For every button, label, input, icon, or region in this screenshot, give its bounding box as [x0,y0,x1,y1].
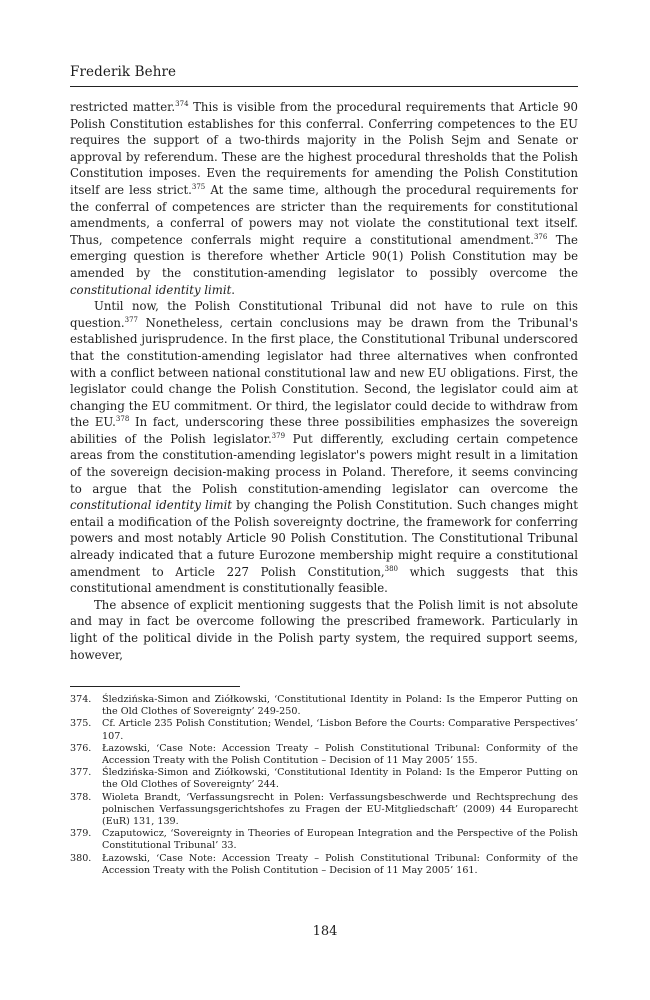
footnote-reference: 375 [191,182,206,191]
footnote-text: Cf. Article 235 Polish Constitution; Wendel, ‘Lisbon Before the Courts: Comparative Perspectives’ 107. [102,718,578,742]
footnotes [70,694,578,877]
footnote-reference: 377 [124,315,139,324]
footnote-reference: 374 [175,100,189,108]
footnote-number: 377. [70,767,92,779]
text-run: Until now, the Polish Constitutional Tribunal did not have to rule on this question. [70,299,578,330]
footnote-text: Śledzińska-Simon and Ziółkowski, ‘Constitutional Identity in Poland: Is the Emperor Putting on the Old Clothes of Sovereignty’ 249-250. [102,694,578,718]
footnote-separator [70,686,240,687]
footnote-text: Wioleta Brandt, ‘Verfassungsrecht in Polen: Verfassungsbeschwerde und Rechtsprechung des polnischen Verfassungsgerichtshofes zu Fragen der EU-Mitgliedschaft’ (2009) 44 Europarecht (EuR) 131, 139. [102,791,578,828]
text-run: restricted matter. [70,100,176,114]
footnote-number: 375. [70,718,92,730]
footnote-reference: 376 [533,232,548,241]
text-run: This is visible from the procedural requirements that Article 90 Polish Constitution establishes for this conferral. Conferring competences to the EU requires the support of a two-thirds majority in the Polish Sejm and Senate or approval by referendum. These are the highest procedural thresholds that the Polish Constitution imposes. Even the requirements for amending the Polish Constitution itself are less strict. [70,100,578,197]
page-number: 184 [312,924,338,939]
text-run: Nonetheless, certain conclusions may be drawn from the Tribunal's established jurisprudence. In the first place, the Constitutional Tribunal underscored that the constitution-amending legislator had three alternatives when confronted with a conflict between national constitutional law and new EU obligations. First, the legislator could change the Polish Constitution. Second, the legislator could aim at changing the EU commitment. Or third, the legislator could decide to withdraw from the EU. [70,315,578,430]
body-paragraph [70,597,578,663]
text-run: which suggests that this constitutional amendment is constitutionally feasible. [70,564,578,596]
running-header-author: Frederik Behre [70,64,177,80]
body-paragraph [70,298,578,597]
footnote [70,743,578,767]
footnote-text: Czaputowicz, ‘Sovereignty in Theories of European Integration and the Perspective of the Polish Constitutional Tribunal’ 33. [102,828,578,852]
emphasis-text: constitutional identity limit [70,498,233,513]
text-run: by changing the Polish Constitution. Such changes might entail a modification of the Polish sovereignty doctrine, the framework for conferring powers and most notably Article 90 Polish Constitution. The Constitutional Tribunal already indicated that a future Eurozone membership might require a constitutional amendment to Article 227 Polish Constitution, [70,498,578,579]
emphasis-text: constitutional identity limit [70,282,232,297]
text-run: At the same time, although the procedural requirements for the conferral of competences are stricter than the requirements for constitutional amendments, a conferral of powers may not violate the constitutional text itself. Thus, competence conferrals might require a constitutional amendment. [70,182,578,247]
text-run: The absence of explicit mentioning suggests that the Polish limit is not absolute and may in fact be overcome following the prescribed framework. Particularly in light of the political divide in the Polish party system, the required support seems, however, [70,597,578,662]
text-run: . [231,282,236,297]
footnote-text: Łazowski, ‘Case Note: Accession Treaty – Polish Constitutional Tribunal: Conformity of the Accession Treaty with the Polish Contitution – Decision of 11 May 2005’ 161. [102,852,578,876]
footnote-text: Śledzińska-Simon and Ziółkowski, ‘Constitutional Identity in Poland: Is the Emperor Putting on the Old Clothes of Sovereignty’ 244. [102,767,578,791]
body-text [70,99,578,663]
text-run: The emerging question is therefore whether Article 90(1) Polish Constitution may be amended by the constitution-amending legislator to possibly overcome the [70,232,578,280]
footnote-number: 374. [70,694,92,705]
footnote [70,718,578,742]
footnote-reference: 380 [384,564,398,573]
footnote [70,828,578,852]
footnote [70,853,578,877]
footnote-number: 380. [70,852,92,864]
footnote-number: 378. [70,791,92,803]
footnote-reference: 379 [271,431,286,440]
text-run: In fact, underscoring these three possibilities emphasizes the sovereign abilities of the Polish legislator. [70,415,578,446]
header-rule [70,86,578,87]
footnote-number: 379. [70,828,92,840]
text-run: Put differently, excluding certain competence areas from the constitution-amending legislator's powers might result in a limitation of the sovereign decision-making process in Poland. Therefore, it seems convincing to argue that the Polish constitution-amending legislator can overcome the [70,431,578,496]
footnote [70,694,578,718]
footnote-reference: 378 [115,415,130,424]
body-paragraph [70,99,578,298]
footnote [70,767,578,791]
footnote-number: 376. [70,742,92,754]
footnote [70,792,578,829]
footnote-text: Łazowski, ‘Case Note: Accession Treaty – Polish Constitutional Tribunal: Conformity of the Accession Treaty with the Polish Contitution – Decision of 11 May 2005’ 155. [102,742,578,767]
